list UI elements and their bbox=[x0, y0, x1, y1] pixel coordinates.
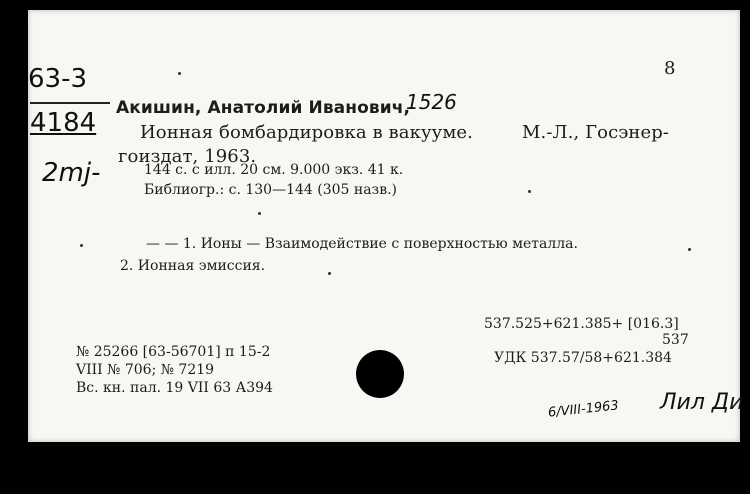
speck bbox=[178, 72, 181, 75]
registry-line-3: Вс. кн. пал. 19 VII 63 А394 bbox=[76, 380, 273, 396]
card-number: 8 bbox=[664, 58, 676, 79]
subjects-line-2: 2. Ионная эмиссия. bbox=[120, 258, 266, 274]
handwritten-code-bottom: 4184 bbox=[30, 108, 97, 138]
handwritten-date-note: 6/VIII-1963 bbox=[547, 398, 620, 421]
physical-description: 144 с. с илл. 20 см. 9.000 экз. 41 к. bbox=[144, 162, 404, 178]
handwritten-author-suffix: 1526 bbox=[406, 90, 457, 114]
subjects-line-1: — — 1. Ионы — Взаимодействие с поверхностью металла. bbox=[146, 236, 578, 252]
udc-code: УДК 537.57/58+621.384 bbox=[494, 350, 672, 366]
speck bbox=[688, 248, 691, 251]
author-name: Акишин, Анатолий Иванович, bbox=[116, 98, 411, 118]
classification-line-1: 537.525+621.385+ [016.3] bbox=[484, 316, 679, 332]
bibliography-note: Библиогр.: с. 130—144 (305 назв.) bbox=[144, 182, 397, 198]
speck bbox=[528, 190, 531, 193]
handwritten-mark: 2mj- bbox=[42, 158, 101, 188]
registry-line-2: VIII № 706; № 7219 bbox=[76, 362, 215, 378]
card-punch-hole bbox=[356, 350, 404, 398]
speck bbox=[80, 244, 83, 247]
publisher-part2: гоиздат, 1963. bbox=[118, 146, 257, 167]
registry-line-1: № 25266 [63-56701] п 15-2 bbox=[76, 344, 271, 360]
book-title: Ионная бомбардировка в вакууме. bbox=[140, 122, 474, 143]
speck bbox=[258, 212, 261, 215]
speck bbox=[328, 272, 331, 275]
handwritten-fraction-line bbox=[30, 102, 110, 104]
handwritten-signature: Лил Ди bbox=[660, 390, 744, 415]
publisher-part1: М.-Л., Госэнер- bbox=[522, 122, 670, 143]
handwritten-code-top: 63-3 bbox=[28, 64, 88, 94]
classification-line-2: 537 bbox=[662, 332, 689, 348]
